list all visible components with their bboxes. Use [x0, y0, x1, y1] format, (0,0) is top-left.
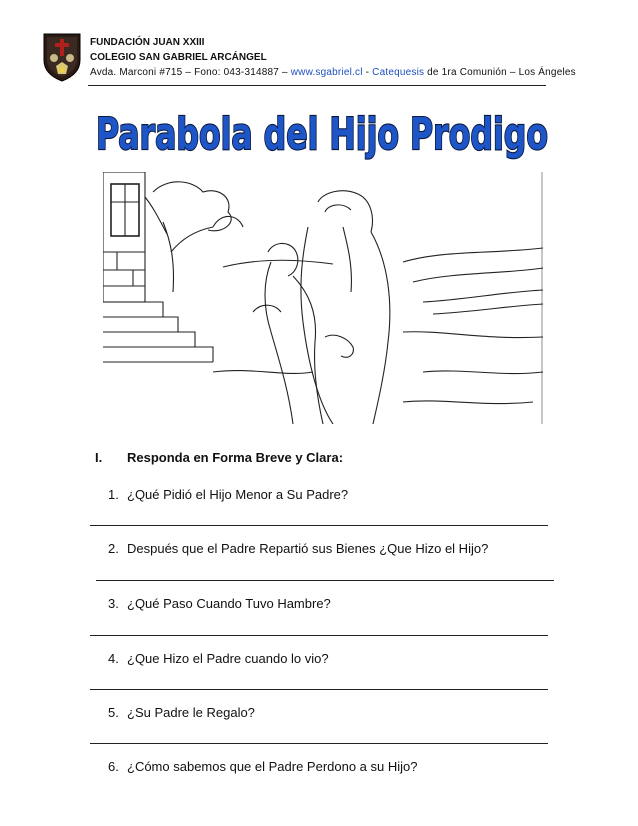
answer-line-2[interactable] [96, 580, 554, 581]
answer-line-3[interactable] [90, 635, 548, 636]
header-divider [88, 85, 546, 86]
question-5-text: ¿Su Padre le Regalo? [127, 705, 255, 720]
question-4-text: ¿Que Hizo el Padre cuando lo vio? [127, 651, 329, 666]
section-heading: Responda en Forma Breve y Clara: [127, 450, 344, 465]
answer-line-1[interactable] [90, 525, 548, 526]
address-separator: - [362, 67, 373, 78]
prodigal-son-embrace-illustration [103, 172, 543, 424]
question-3-text: ¿Qué Paso Cuando Tuvo Hambre? [127, 596, 331, 611]
website-link[interactable]: www.sgabriel.cl [290, 67, 363, 78]
question-5-number: 5. [108, 705, 119, 720]
address-suffix: de 1ra Comunión – Los Ángeles [424, 67, 576, 78]
question-3-number: 3. [108, 596, 119, 611]
org-name: FUNDACIÓN JUAN XXIII [90, 37, 205, 48]
section-number: I. [95, 450, 103, 465]
school-shield-icon [42, 32, 82, 82]
address-prefix: Avda. Marconi #715 – Fono: 043-314887 – [90, 67, 291, 78]
question-1-text: ¿Qué Pidió el Hijo Menor a Su Padre? [127, 487, 349, 502]
catequesis-link[interactable]: Catequesis [372, 67, 425, 78]
page-title-text: Parabola del Hijo Prodigo [96, 109, 548, 160]
page-title [92, 103, 552, 163]
question-6-number: 6. [108, 759, 119, 774]
question-2-text: Después que el Padre Repartió sus Bienes ¿Que Hizo el Hijo? [127, 541, 489, 556]
question-4-number: 4. [108, 651, 119, 666]
school-name: COLEGIO SAN GABRIEL ARCÁNGEL [90, 52, 267, 63]
answer-line-4[interactable] [90, 689, 548, 690]
question-2-number: 2. [108, 541, 119, 556]
question-6-text: ¿Cómo sabemos que el Padre Perdono a su Hijo? [127, 759, 418, 774]
address-line [90, 67, 576, 78]
answer-line-5[interactable] [90, 743, 548, 744]
question-1-number: 1. [108, 487, 119, 502]
